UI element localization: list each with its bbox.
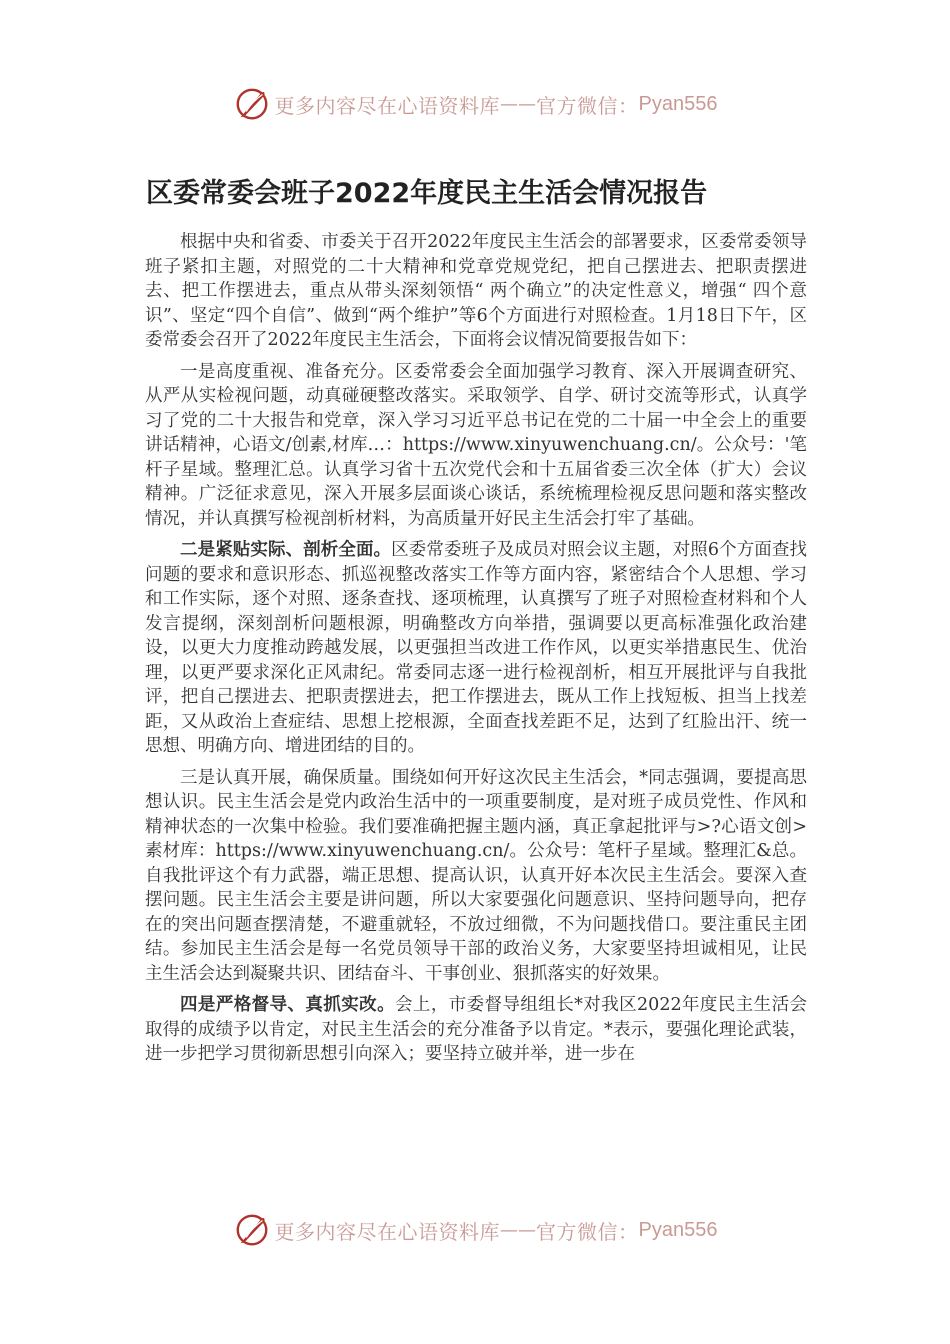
paragraph-text: 一是高度重视、准备充分。区委常委会全面加强学习教育、深入开展调查研究、从严从实检视问题，动真碰硬整改落实。采取领学、自学、研讨交流等形式，认真学习了党的二十大报告和党章，深入学习习近平总书记在党的二十届一中全会上的重要讲话精神，心语文/创素,材库…：https://www.xinyuwenchuang.cn/。公众号：'笔杆子星域。整理汇总。认真学习省十五次党代会和十五届省委三次全体（扩大）会议精神。广泛征求意见，深入开展多层面谈心谈话，系统梳理检视反思问题和落实整改情况，并认真撰写检视剖析材料，为高质量开好民主生活会打牢了基础。 bbox=[145, 361, 807, 529]
paragraph-point-4 bbox=[145, 993, 807, 1067]
paragraph-lead: 二是紧贴实际、剖析全面。 bbox=[180, 540, 392, 560]
banner-text: 更多内容尽在心语资料库 bbox=[274, 1219, 501, 1244]
header-banner bbox=[0, 84, 950, 124]
document-title: 区委常委会班子2022年度民主生活会情况报告 bbox=[146, 178, 708, 209]
quill-logo-icon bbox=[233, 85, 271, 123]
footer-banner bbox=[0, 1210, 950, 1250]
quill-logo-icon bbox=[233, 1211, 271, 1249]
banner-wechat-id: Pyan556 bbox=[638, 1218, 718, 1241]
banner-text: 更多内容尽在心语资料库 bbox=[274, 93, 501, 118]
banner-wechat-label: 官方微信： bbox=[536, 93, 639, 118]
paragraph-lead: 四是严格督导、真抓实改。 bbox=[180, 995, 395, 1015]
banner-separator: —— bbox=[500, 1219, 537, 1241]
paragraph-text: 三是认真开展，确保质量。围绕如何开好这次民主生活会，*同志强调，要提高思想认识。民主生活会是党内政治生活中的一项重要制度，是对班子成员党性、作风和精神状态的一次集中检验。我们要准确把握主题内涵，真正拿起批评与>?心语文创>素材库：https://www.xinyuwenchuang.cn/。公众号：笔杆子星域。整理汇&总。自我批评这个有力武器，端正思想、提高认识，认真开好本次民主生活会。要深入查摆问题。民主生活会主要是讲问题，所以大家要强化问题意识、坚持问题导向，把存在的突出问题查摆清楚，不避重就轻，不放过细微，不为问题找借口。要注重民主团结。参加民主生活会是每一名党员领导干部的政治义务，大家要坚持坦诚相见，让民主生活会达到凝聚共识、团结奋斗、干事创业、狠抓落实的好效果。 bbox=[145, 767, 807, 984]
paragraph-point-1 bbox=[145, 360, 807, 532]
document-body bbox=[145, 230, 807, 1074]
banner-wechat-id: Pyan556 bbox=[638, 92, 718, 115]
paragraph-text: 区委常委班子及成员对照会议主题，对照6个方面查找问题的要求和意识形态、抓巡视整改落实工作等方面内容，紧密结合个人思想、学习和工作实际，逐个对照、逐条查找、逐项梳理，认真撰写了班子对照检查材料和个人发言提纲，深刻剖析问题根源，明确整改方向举措，强调要以更高标准强化政治建设，以更大力度推动跨越发展，以更强担当改进工作作风，以更实举措惠民生、优治理，以更严要求深化正风肃纪。常委同志逐一进行检视剖析，相互开展批评与自我批评，把自己摆进去、把职责摆进去，把工作摆进去，既从工作上找短板、担当上找差距，又从政治上查症结、思想上挖根源，全面查找差距不足，达到了红脸出汗、统一思想、明确方向、增进团结的目的。 bbox=[145, 540, 807, 756]
paragraph-point-3 bbox=[145, 766, 807, 987]
banner-wechat-label: 官方微信： bbox=[536, 1219, 639, 1244]
paragraph-text: 根据中央和省委、市委关于召开2022年度民主生活会的部署要求，区委常委领导班子紧扣主题，对照党的二十大精神和党章党规党纪，把自己摆进去、把职责摆进去、把工作摆进去，重点从带头深刻领悟“ 两个确立”的决定性意义，增强“ 四个意识”、坚定“四个自信”、做到“两个维护”等6个方面进行对照检查。1月18日下午，区委常委会召开了2022年度民主生活会，下面将会议情况简要报告如下： bbox=[145, 232, 807, 350]
paragraph-text: 会上，市委督导组组长*对我区2022年度民主生活会取得的成绩予以肯定，对民主生活会的充分准备予以肯定。*表示，要强化理论武装，进一步把学习贯彻新思想引向深入；要坚持立破并举，进一步在 bbox=[145, 995, 807, 1064]
paragraph-intro bbox=[145, 230, 807, 353]
banner-separator: —— bbox=[500, 93, 537, 115]
paragraph-point-2 bbox=[145, 538, 807, 759]
